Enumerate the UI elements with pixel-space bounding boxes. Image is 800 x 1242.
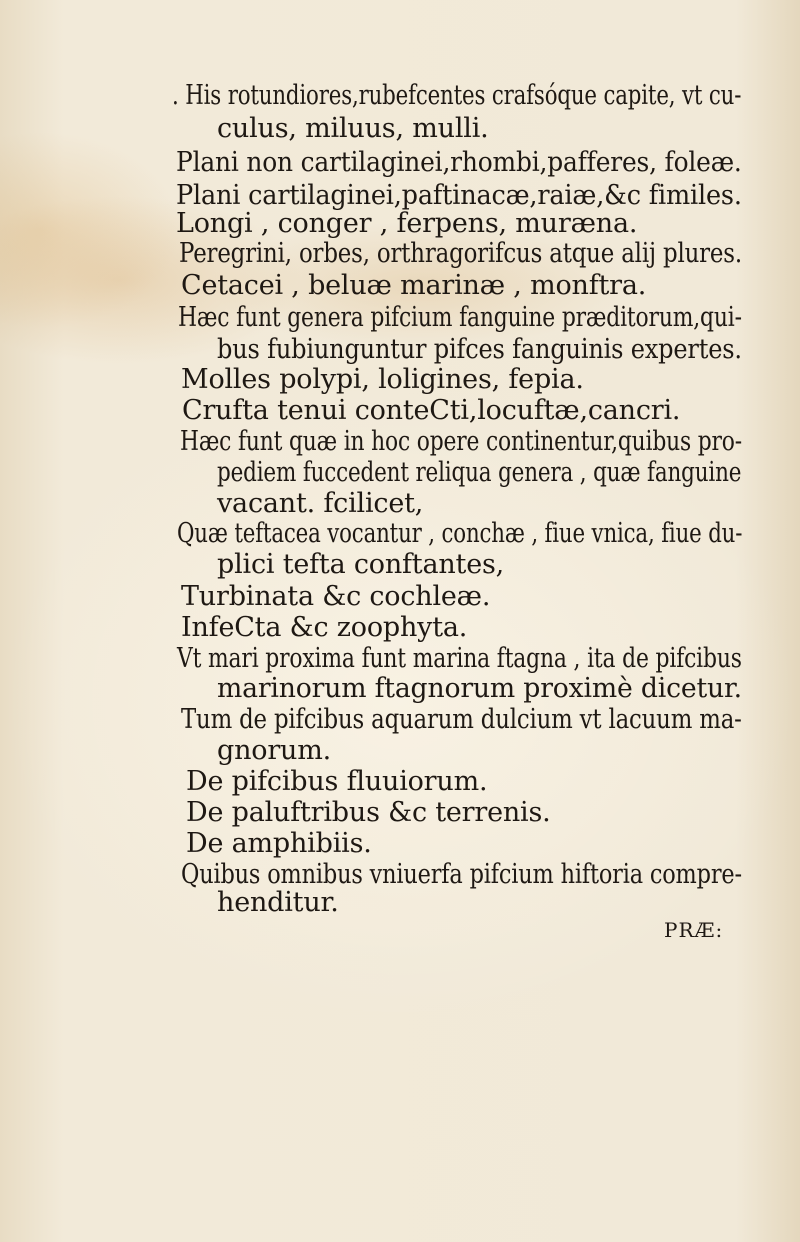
text-line: Molles polypi, loligines, fepia. [181,364,584,395]
text-line: plici tefta conftantes, [217,549,505,580]
text-line: gnorum. [217,735,332,766]
text-line: Turbinata &c cochleæ. [181,581,491,612]
text-line: Plani cartilaginei,paftinacæ,raiæ,&c fimiles. [176,180,742,211]
text-line: henditur. [217,887,339,918]
text-line: Peregrini, orbes, orthragorifcus atque alij plures. [179,238,742,269]
text-line: De pifcibus fluuiorum. [186,766,488,797]
text-line: Vt mari proxima funt marina ftagna , ita de pifcibus [177,643,742,674]
text-line: Hæc funt genera pifcium fanguine præditorum,qui- [178,302,742,333]
text-line: pediem fuccedent reliqua genera , quæ fanguine [217,457,742,488]
text-line: Tum de pifcibus aquarum dulcium vt lacuum ma- [181,704,742,735]
text-line: . His rotundiores,rubefcentes crafsóque capite, vt cu- [172,80,742,111]
text-line: InfeCta &c zoophyta. [181,612,468,643]
text-line: Cetacei , beluæ marinæ , monftra. [181,270,647,301]
text-line: culus, miluus, mulli. [217,113,489,144]
text-line: De amphibiis. [186,828,372,859]
text-line: De paluftribus &c terrenis. [186,797,551,828]
text-line: bus fubiunguntur pifces fanguinis expertes. [217,334,742,365]
text-line: marinorum ftagnorum proximè dicetur. [217,673,742,704]
text-line: vacant. fcilicet, [217,488,424,519]
text-line: Quibus omnibus vniuerfa pifcium hiftoria compre- [181,859,742,890]
text-line: Quæ teftacea vocantur , conchæ , fiue vnica, fiue du- [177,518,743,549]
text-line: Plani non cartilaginei,rhombi,pafferes, foleæ. [176,147,742,178]
text-line: Hæc funt quæ in hoc opere continentur,quibus pro- [180,426,742,457]
text-line: Longi , conger , ferpens, muræna. [176,208,638,239]
catchword: PRÆ: [664,918,724,942]
text-line: Crufta tenui conteCti,locuftæ,cancri. [182,395,681,426]
